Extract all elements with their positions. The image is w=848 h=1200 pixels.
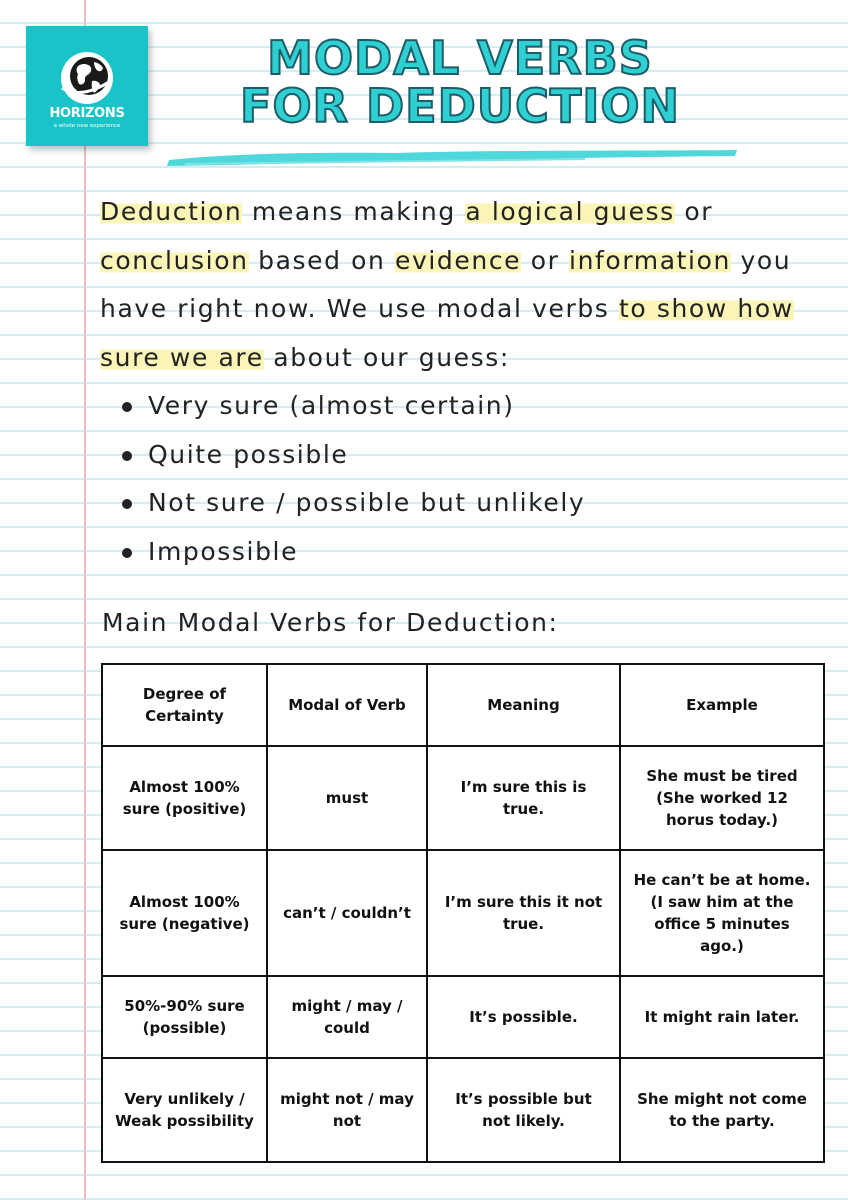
table-cell: 50%-90% sure (possible) — [102, 976, 267, 1058]
intro-text: or — [521, 245, 570, 275]
table-cell: He can’t be at home. (I saw him at the office 5 minutes ago.) — [620, 850, 824, 976]
intro-text: about our guess: — [263, 342, 510, 372]
table-cell: She might not come to the party. — [620, 1058, 824, 1162]
highlighted-phrase: information — [569, 245, 731, 275]
column-header: Meaning — [427, 664, 620, 746]
table-row — [102, 1058, 824, 1162]
list-item — [100, 431, 585, 480]
column-header: Degree of Certainty — [102, 664, 267, 746]
list-item-text: Impossible — [148, 536, 299, 566]
modal-verbs-table — [101, 663, 825, 1163]
table-heading: Main Modal Verbs for Deduction: — [102, 608, 559, 637]
list-item-text: Very sure (almost certain) — [148, 391, 515, 420]
table-cell: Almost 100% sure (negative) — [102, 850, 267, 976]
intro-text: means making — [242, 197, 466, 226]
notebook-margin-line — [84, 0, 86, 1200]
table-cell: Very unlikely / Weak possibility — [102, 1058, 267, 1162]
table-cell: must — [267, 746, 427, 850]
logo-tagline: a whole new experience — [53, 123, 121, 129]
title-line-2: FOR DEDUCTION — [240, 79, 680, 133]
list-item — [100, 528, 585, 577]
column-header: Example — [620, 664, 824, 746]
table-cell: might / may / could — [267, 976, 427, 1058]
table-cell: I’m sure this it not true. — [427, 850, 620, 976]
highlighted-phrase: conclusion — [100, 245, 249, 275]
table-row — [102, 976, 824, 1058]
list-item — [100, 479, 585, 528]
brush-stroke-decoration — [165, 146, 740, 170]
certainty-level-list — [100, 382, 585, 576]
intro-text: you have right now. We use modal verbs — [100, 245, 792, 323]
list-item-text: Quite possible — [148, 439, 349, 469]
column-header: Modal of Verb — [267, 664, 427, 746]
page-title — [220, 31, 700, 133]
table-row — [102, 850, 824, 976]
bullet-dot-icon — [122, 451, 132, 461]
table-cell: She must be tired (She worked 12 horus today.) — [620, 746, 824, 850]
title-line-1: MODAL VERBS — [267, 31, 653, 85]
logo-name: HORIZONS — [49, 106, 125, 121]
table-cell: It’s possible but not likely. — [427, 1058, 620, 1162]
table-row — [102, 746, 824, 850]
list-item-text: Not sure / possible but unlikely — [148, 488, 586, 517]
table-cell: It’s possible. — [427, 976, 620, 1058]
table-cell: Almost 100% sure (positive) — [102, 746, 267, 850]
table-header-row — [102, 664, 824, 746]
highlighted-phrase: a logical guess — [465, 197, 675, 226]
table-cell: I’m sure this is true. — [427, 746, 620, 850]
bullet-dot-icon — [122, 402, 132, 412]
highlighted-phrase: to show how sure we are — [100, 294, 794, 372]
intro-text: based on — [248, 245, 395, 275]
bullet-dot-icon — [122, 499, 132, 509]
table-cell: It might rain later. — [620, 976, 824, 1058]
table-cell: might not / may not — [267, 1058, 427, 1162]
globe-icon — [56, 48, 118, 110]
intro-text: or — [674, 197, 714, 226]
intro-paragraph — [100, 188, 820, 382]
highlighted-phrase: evidence — [395, 245, 522, 275]
list-item — [100, 382, 585, 431]
horizons-logo — [26, 26, 148, 146]
highlighted-phrase: Deduction — [100, 197, 243, 226]
bullet-dot-icon — [122, 548, 132, 558]
table-cell: can’t / couldn’t — [267, 850, 427, 976]
deduction-definition — [100, 188, 820, 382]
